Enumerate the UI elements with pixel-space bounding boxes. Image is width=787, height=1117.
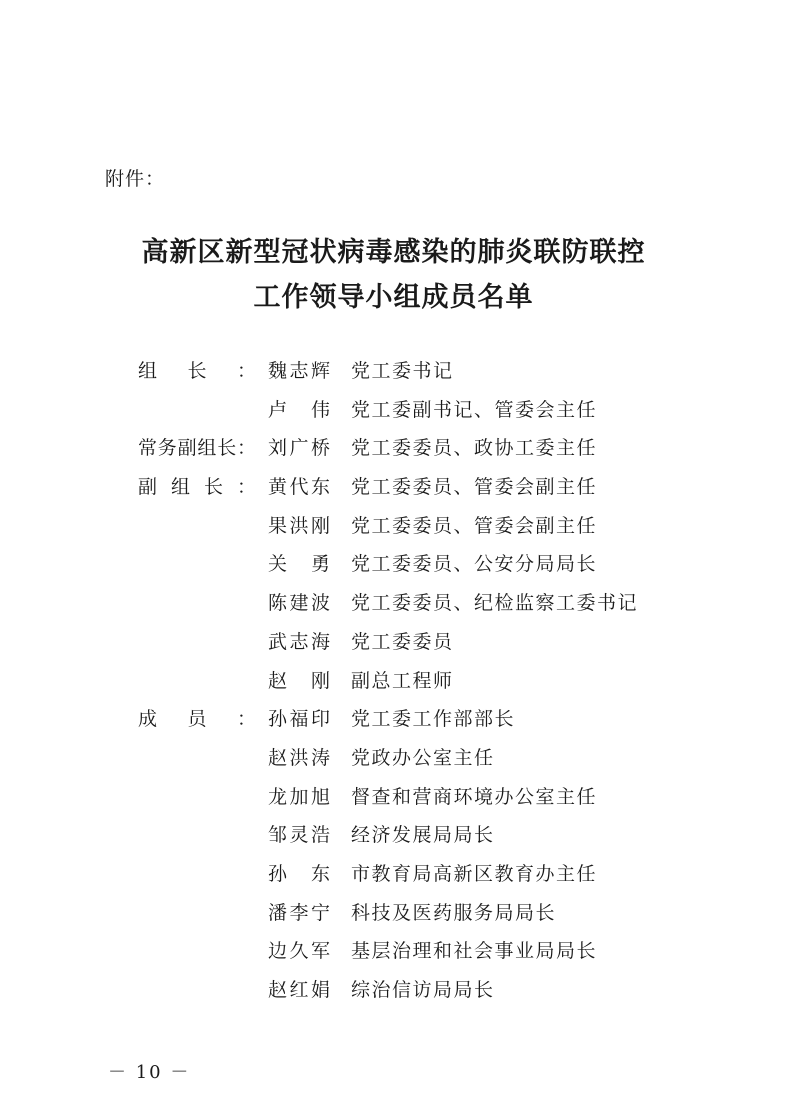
member-name: 魏 志 辉 <box>268 360 330 382</box>
member-position: 党工委委员 <box>351 630 454 653</box>
member-name: 刘 广 桥 <box>268 437 330 460</box>
member-name: 孙 东 <box>268 862 330 885</box>
member-role: 副 组 长 ： <box>138 476 256 499</box>
member-name: 潘 李 宁 <box>268 901 330 924</box>
member-role: 组 长 ： <box>138 360 256 382</box>
member-position: 党政办公室主任 <box>351 746 495 769</box>
document-title-line-1: 高新区新型冠状病毒感染的肺炎联防联控 <box>141 237 646 268</box>
member-name: 果 洪 刚 <box>268 514 330 537</box>
member-name: 卢 伟 <box>268 398 330 421</box>
member-position: 督查和营商环境办公室主任 <box>351 785 598 808</box>
member-position: 党工委工作部部长 <box>351 708 516 731</box>
member-position: 科技及医药服务局局长 <box>351 901 557 924</box>
member-position: 党工委委员、公安分局局长 <box>351 553 598 576</box>
member-name: 孙 福 印 <box>268 708 330 731</box>
page-number: － 10 － <box>108 1062 191 1083</box>
member-name: 陈 建 波 <box>268 592 330 615</box>
document-title-line-2: 工作领导小组成员名单 <box>253 282 534 313</box>
member-role: 常 务 副 组 长 ： <box>138 437 256 460</box>
member-position: 党工委委员、管委会副主任 <box>351 514 598 537</box>
member-name: 赵 刚 <box>268 669 330 692</box>
member-position: 党工委委员、纪检监察工委书记 <box>351 592 639 615</box>
member-position: 市教育局高新区教育办主任 <box>351 862 598 885</box>
attachment-label: 附件： <box>105 168 166 190</box>
member-position: 综治信访局局长 <box>351 979 495 1001</box>
member-position: 经济发展局局长 <box>351 824 495 847</box>
member-name: 武 志 海 <box>268 630 330 653</box>
member-position: 党工委书记 <box>351 360 454 382</box>
member-position: 副总工程师 <box>351 669 454 692</box>
member-position: 党工委副书记、管委会主任 <box>351 398 598 421</box>
member-name: 龙 加 旭 <box>268 785 330 808</box>
member-name: 赵 红 娟 <box>268 979 330 1001</box>
member-name: 邹 灵 浩 <box>268 824 330 847</box>
member-name: 边 久 军 <box>268 940 330 963</box>
member-role: 成 员 ： <box>138 708 256 731</box>
member-position: 党工委委员、管委会副主任 <box>351 476 598 499</box>
member-name: 黄 代 东 <box>268 476 330 499</box>
member-position: 党工委委员、政协工委主任 <box>351 437 598 460</box>
member-position: 基层治理和社会事业局局长 <box>351 940 598 963</box>
member-name: 关 勇 <box>268 553 330 576</box>
member-name: 赵 洪 涛 <box>268 746 330 769</box>
